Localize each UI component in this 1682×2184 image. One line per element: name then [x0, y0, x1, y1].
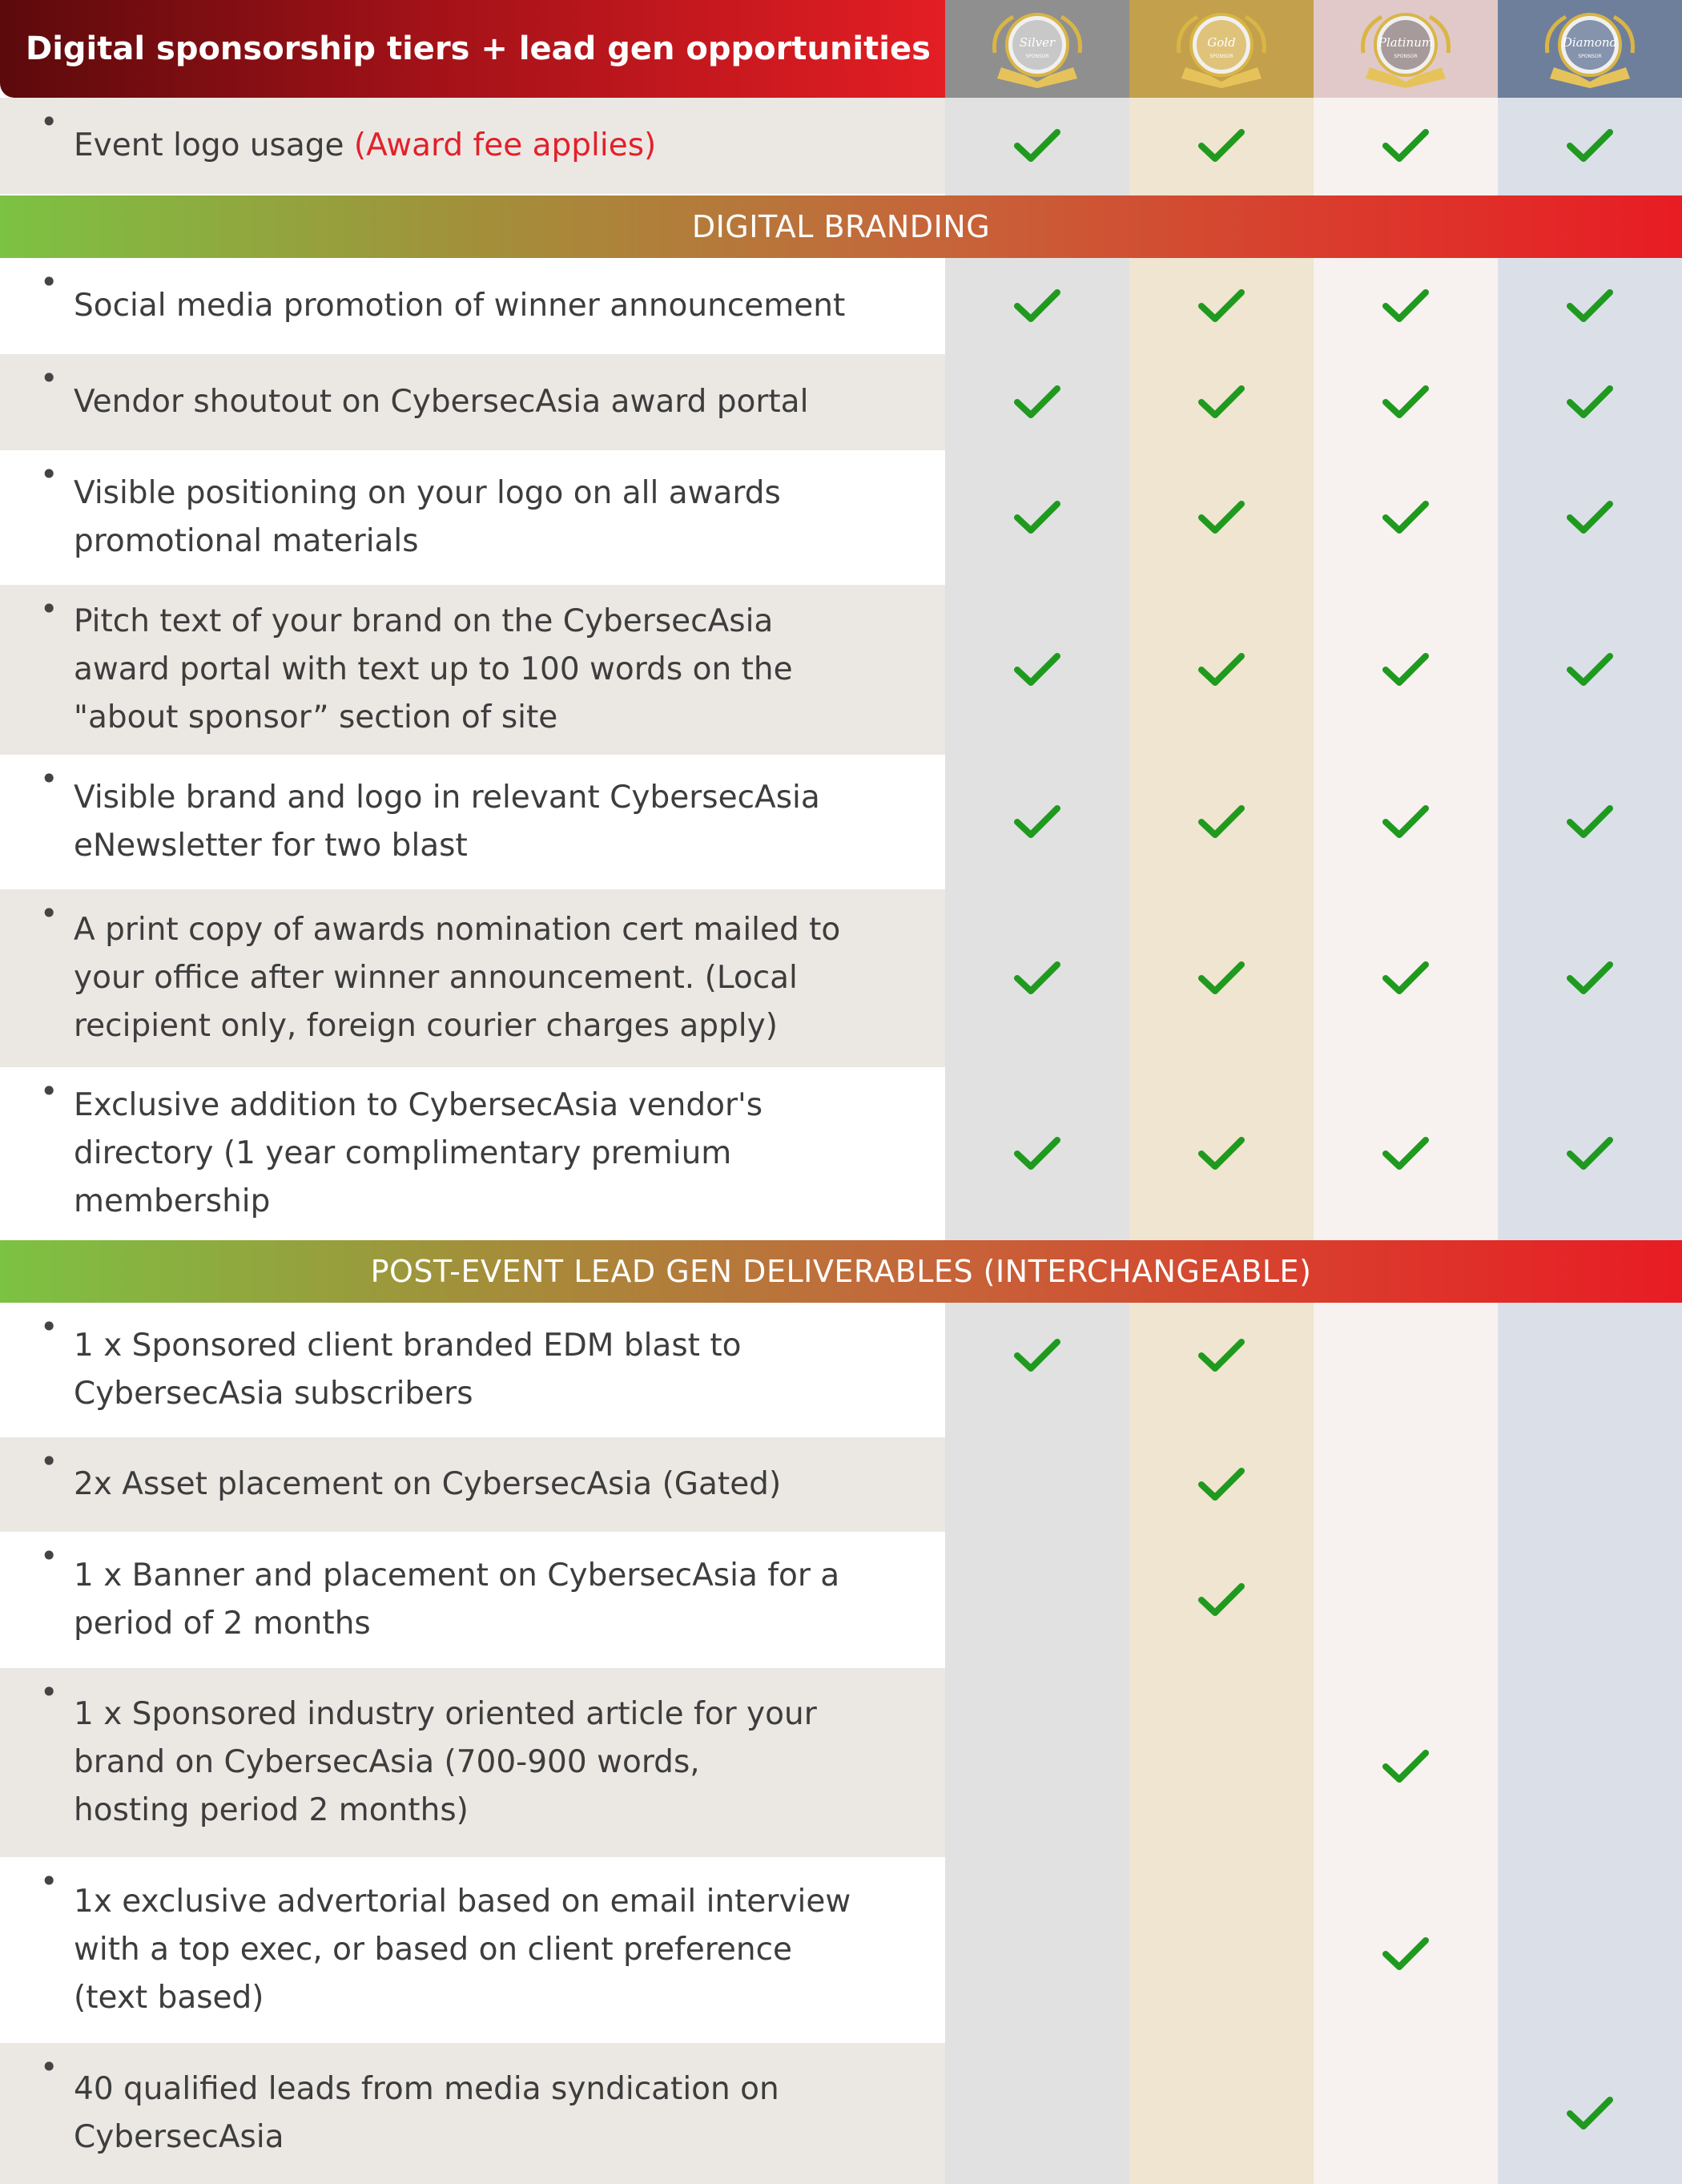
bullet-icon: •: [40, 457, 58, 492]
table-row: [0, 354, 945, 450]
row-label-line: 1x exclusive advertorial based on email interview: [74, 1884, 851, 1920]
row-label: [74, 122, 656, 170]
medal-badge-icon: [977, 5, 1097, 93]
medal-badge-icon: [1346, 5, 1466, 93]
checkmark-icon: [1012, 958, 1062, 998]
row-label: [74, 1082, 763, 1226]
row-label-line: directory (1 year complimentary premium: [74, 1135, 732, 1171]
checkmark-icon: [1565, 382, 1615, 422]
table-row: [0, 1303, 945, 1437]
tier-header-platinum: [1314, 0, 1498, 98]
bullet-icon: •: [40, 896, 58, 931]
row-label: [74, 598, 793, 742]
checkmark-icon: [1012, 802, 1062, 842]
tier-name: Gold: [1207, 35, 1236, 50]
tier-sub: SPONSOR: [1209, 54, 1233, 59]
row-label-line: brand on CybersecAsia (700-900 words,: [74, 1744, 700, 1780]
checkmark-icon: [1012, 286, 1062, 326]
row-label-line: Visible positioning on your logo on all awards: [74, 475, 781, 511]
section-header-label: DIGITAL BRANDING: [691, 209, 991, 244]
tier-sub: SPONSOR: [1578, 54, 1602, 59]
row-label-line: recipient only, foreign courier charges apply): [74, 1008, 778, 1044]
bullet-icon: •: [40, 1864, 58, 1899]
row-label-line: award portal with text up to 100 words on the: [74, 651, 793, 687]
tier-name: Silver: [1019, 35, 1056, 50]
checkmark-icon: [1565, 498, 1615, 538]
checkmark-icon: [1381, 498, 1431, 538]
row-label-line: (text based): [74, 1980, 264, 2016]
bullet-icon: •: [40, 761, 58, 796]
bullet-icon: •: [40, 591, 58, 627]
medal-badge-icon: [1161, 5, 1282, 93]
row-label: [74, 774, 820, 870]
row-label: [74, 1322, 741, 1418]
row-label: [74, 282, 845, 330]
checkmark-icon: [1012, 650, 1062, 690]
row-label-text: Event logo usage: [74, 127, 354, 163]
checkmark-icon: [1197, 1336, 1246, 1376]
row-label-line: CybersecAsia: [74, 2119, 284, 2155]
table-row: [0, 2043, 945, 2184]
checkmark-icon: [1012, 1134, 1062, 1174]
checkmark-icon: [1197, 802, 1246, 842]
row-label-line: membership: [74, 1183, 271, 1219]
medal-badge-icon: [1530, 5, 1650, 93]
table-row: [0, 1067, 945, 1240]
checkmark-icon: [1381, 650, 1431, 690]
row-label: [74, 1461, 781, 1509]
row-label-line: Pitch text of your brand on the CybersecAsia: [74, 603, 774, 639]
row-label-line: Vendor shoutout on CybersecAsia award portal: [74, 384, 809, 420]
row-label-line: promotional materials: [74, 523, 419, 559]
row-label: [74, 2065, 779, 2162]
row-label: [74, 1878, 851, 2022]
checkmark-icon: [1197, 650, 1246, 690]
tier-header-gold: [1129, 0, 1314, 98]
bullet-icon: •: [40, 361, 58, 396]
tier-name: Diamond: [1562, 35, 1618, 50]
row-label-line: period of 2 months: [74, 1606, 371, 1642]
tier-header-diamond: [1498, 0, 1682, 98]
row-label: [74, 378, 808, 426]
checkmark-icon: [1565, 2093, 1615, 2134]
bullet-icon: •: [40, 1309, 58, 1344]
row-label-line: hosting period 2 months): [74, 1792, 469, 1828]
section-header: [0, 1240, 1682, 1303]
row-label-line: "about sponsor” section of site: [74, 699, 558, 735]
row-label-line: Visible brand and logo in relevant CybersecAsia: [74, 780, 820, 816]
bullet-icon: •: [40, 1538, 58, 1574]
table-row: [0, 889, 945, 1067]
checkmark-icon: [1197, 382, 1246, 422]
row-label: [74, 469, 781, 566]
table-row: [0, 585, 945, 755]
row-label-line: 1 x Banner and placement on CybersecAsia for a: [74, 1557, 840, 1594]
page-title-text: Digital sponsorship tiers + lead gen opportunities: [26, 30, 931, 67]
table-row: [0, 755, 945, 889]
checkmark-icon: [1381, 382, 1431, 422]
tier-sub: SPONSOR: [1394, 54, 1418, 59]
row-label-line: with a top exec, or based on client preference: [74, 1932, 793, 1968]
checkmark-icon: [1197, 126, 1246, 166]
checkmark-icon: [1197, 286, 1246, 326]
checkmark-icon: [1381, 1747, 1431, 1787]
row-label: [74, 906, 840, 1050]
bullet-icon: •: [40, 1674, 58, 1710]
bullet-icon: •: [40, 1074, 58, 1109]
bullet-icon: •: [40, 2049, 58, 2085]
checkmark-icon: [1381, 958, 1431, 998]
checkmark-icon: [1197, 1465, 1246, 1505]
table-row: [0, 258, 945, 354]
tier-header-silver: [945, 0, 1129, 98]
checkmark-icon: [1381, 802, 1431, 842]
section-header-label: POST-EVENT LEAD GEN DELIVERABLES (INTERCHANGEABLE): [370, 1254, 1312, 1289]
row-label-line: CybersecAsia subscribers: [74, 1376, 473, 1412]
row-label-line: your office after winner announcement. (Local: [74, 960, 798, 996]
table-row: [0, 1857, 945, 2043]
row-label-line: 40 qualified leads from media syndication on: [74, 2071, 779, 2107]
checkmark-icon: [1565, 126, 1615, 166]
row-label-line: Social media promotion of winner announcement: [74, 288, 846, 324]
checkmark-icon: [1565, 802, 1615, 842]
row-label-line: Exclusive addition to CybersecAsia vendor's: [74, 1087, 763, 1123]
bullet-icon: •: [40, 104, 58, 139]
tier-name: Platinum: [1378, 35, 1434, 50]
row-label: [74, 1552, 839, 1648]
bullet-icon: •: [40, 264, 58, 300]
checkmark-icon: [1197, 958, 1246, 998]
checkmark-icon: [1565, 958, 1615, 998]
row-label-line: 1 x Sponsored industry oriented article for your: [74, 1696, 817, 1732]
row-note: (Award fee applies): [353, 127, 657, 163]
checkmark-icon: [1012, 382, 1062, 422]
checkmark-icon: [1565, 286, 1615, 326]
bullet-icon: •: [40, 1444, 58, 1479]
row-label: [74, 1690, 817, 1835]
checkmark-icon: [1565, 1134, 1615, 1174]
table-row: [0, 98, 945, 194]
checkmark-icon: [1381, 1134, 1431, 1174]
checkmark-icon: [1012, 498, 1062, 538]
table-row: [0, 1532, 945, 1668]
section-header: [0, 195, 1682, 258]
checkmark-icon: [1012, 126, 1062, 166]
row-label-line: [74, 122, 656, 170]
checkmark-icon: [1197, 498, 1246, 538]
row-label-line: 2x Asset placement on CybersecAsia (Gated): [74, 1466, 782, 1502]
checkmark-icon: [1381, 1934, 1431, 1974]
table-row: [0, 1668, 945, 1857]
row-label-line: A print copy of awards nomination cert mailed to: [74, 912, 841, 948]
tier-sub: SPONSOR: [1025, 54, 1049, 59]
checkmark-icon: [1197, 1134, 1246, 1174]
row-label-line: 1 x Sponsored client branded EDM blast to: [74, 1328, 742, 1364]
row-label-line: eNewsletter for two blast: [74, 828, 468, 864]
checkmark-icon: [1381, 286, 1431, 326]
checkmark-icon: [1381, 126, 1431, 166]
checkmark-icon: [1012, 1336, 1062, 1376]
table-row: [0, 450, 945, 585]
page-title: [0, 0, 945, 98]
checkmark-icon: [1197, 1580, 1246, 1620]
table-row: [0, 1437, 945, 1532]
checkmark-icon: [1565, 650, 1615, 690]
